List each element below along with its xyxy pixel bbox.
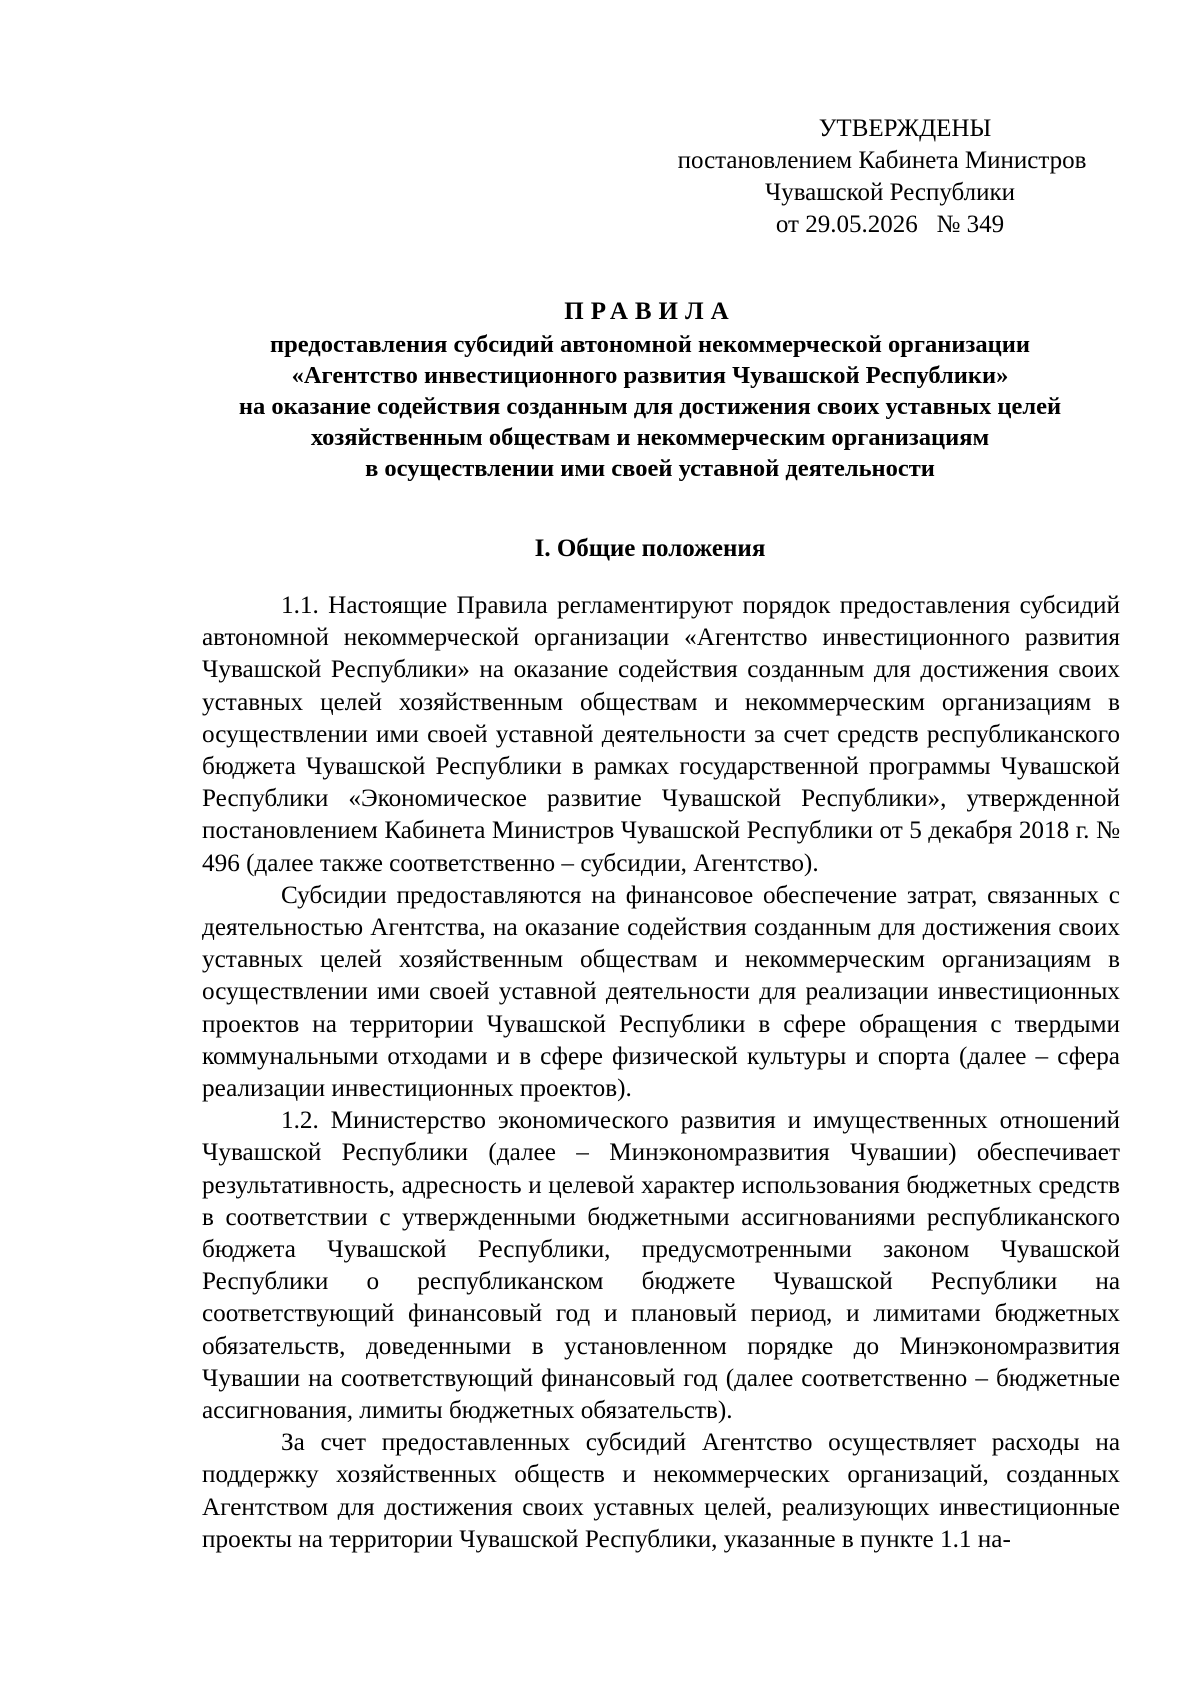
document-title: ПРАВИЛА — [564, 298, 736, 325]
document-subtitle-line: «Агентство инвестиционного развития Чувашской Республики» — [291, 362, 1009, 389]
approval-date-line — [660, 209, 1120, 241]
document-subtitle-line: хозяйственным обществам и некоммерческим организациям — [310, 424, 990, 451]
approval-republic-line: Чувашской Республики — [764, 179, 1016, 206]
paragraph-subsidies: Субсидии предоставляются на финансовое обеспечение затрат, связанных с деятельностью Агентства, на оказание содействия созданным для достижения своих уставных целей хозяйственным обществам и некоммерческим организациям в осуществлении ими своей уставной деятельности для реализации инвестиционных проектов на территории Чувашской Республики в сфере обращения с твердыми коммунальными отходами и в сфере физической культуры и спорта (далее – сфера реализации инвестиционных проектов). — [202, 881, 1120, 1103]
approval-date-text: от 29.05.2026 № 349 — [775, 211, 1005, 238]
approval-title: УТВЕРЖДЕНЫ — [818, 115, 992, 142]
document-subtitle-line: предоставления субсидий автономной некоммерческой организации — [270, 331, 1030, 358]
section-body — [202, 590, 1120, 1556]
paragraph-expenses: За счет предоставленных субсидий Агентство осуществляет расходы на поддержку хозяйственных обществ и некоммерческих организаций, созданных Агентством для достижения своих уставных целей, реализующих инвестиционные проекты на территории Чувашской Республики, указанные в пункте 1.1 на- — [202, 1429, 1120, 1553]
document-subtitle-line: в осуществлении ими своей уставной деятельности — [365, 455, 935, 482]
section-heading: I. Общие положения — [534, 535, 766, 562]
approval-stamp-block — [660, 113, 1120, 241]
document-subtitle-line: на оказание содействия созданным для достижения своих уставных целей — [238, 393, 1062, 420]
paragraph-1-1: 1.1. Настоящие Правила регламентируют порядок предоставления субсидий автономной некоммерческой организации «Агентство инвестиционного развития Чувашской Республики» на оказание содействия созданным для достижения своих уставных целей хозяйственным обществам и некоммерческим организациям в осуществлении ими своей уставной деятельности за счет средств республиканского бюджета Чувашской Республики в рамках государственной программы Чувашской Республики «Экономическое развитие Чувашской Республики», утвержденной постановлением Кабинета Министров Чувашской Республики от 5 декабря 2018 г. № 496 (далее также соответственно – субсидии, Агентство). — [202, 592, 1120, 877]
document-title-block — [180, 296, 1120, 484]
paragraph-1-2: 1.2. Министерство экономического развития и имущественных отношений Чувашской Республики (далее – Минэкономразвития Чувашии) обеспечивает результативность, адресность и целевой характер использования бюджетных средств в соответствии с утвержденными бюджетными ассигнованиями республиканского бюджета Чувашской Республики, предусмотренными законом Чувашской Республики о республиканском бюджете Чувашской Республики на соответствующий финансовый год и плановый период, и лимитами бюджетных обязательств, доведенными в установленном порядке до Минэкономразвития Чувашии на соответствующий финансовый год (далее соответственно – бюджетные ассигнования, лимиты бюджетных обязательств). — [202, 1107, 1120, 1425]
approval-decree-line: постановлением Кабинета Министров — [677, 147, 1087, 174]
